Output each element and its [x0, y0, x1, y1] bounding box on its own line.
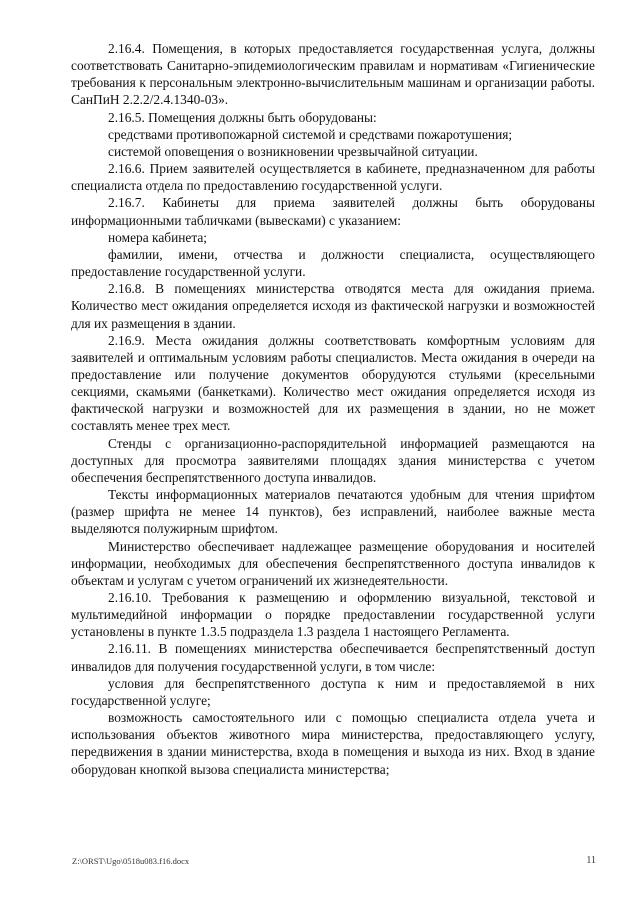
list-item-room-number: номера кабинета;	[108, 229, 208, 245]
list-item-fire-safety: средствами противопожарной системой и средствами пожаротушения;	[108, 126, 513, 142]
paragraph-2-16-8: 2.16.8. В помещениях министерства отводятся места для ожидания приема. Количество мест ожидания определяется исходя из фактической нагрузки и возможностей для их размещения в здании.	[71, 281, 595, 331]
footer-file-path: Z:\ORST\Ugo\0518u083.f16.docx	[72, 856, 190, 866]
list-item-emergency-alert: системой оповещения о возникновении чрезвычайной ситуации.	[108, 143, 478, 159]
paragraph-2-16-10: 2.16.10. Требования к размещению и оформлению визуальной, текстовой и мультимедийной информации о порядке предоставлении государственной услуги установлены в пункте 1.3.5 подраздела 1.3 раздела 1 настоящего Регламента.	[71, 590, 595, 640]
paragraph-2-16-6: 2.16.6. Прием заявителей осуществляется в кабинете, предназначенном для работы специалиста отдела по предоставлению государственной услуги.	[71, 161, 595, 194]
page-number: 11	[586, 855, 596, 866]
paragraph-info-texts: Тексты информационных материалов печатаются удобным для чтения шрифтом (размер шрифта не менее 14 пунктов), без исправлений, наиболее важные места выделяются полужирным шрифтом.	[71, 487, 595, 537]
paragraph-2-16-5: 2.16.5. Помещения должны быть оборудованы:	[108, 109, 377, 125]
list-item-movement-assistance: возможность самостоятельного или с помощью специалиста отдела учета и использования объектов животного мира министерства, предоставляющего услугу, передвижения в здании министерства, входа в помещения и выхода из них. Вход в здание оборудован кнопкой вызова специалиста министерства;	[71, 710, 595, 777]
paragraph-info-stands: Стенды с организационно-распорядительной информацией размещаются на доступных для просмотра заявителями площадях здания министерства с учетом обеспечения беспрепятственного доступа инвалидов.	[71, 435, 595, 485]
paragraph-2-16-4: 2.16.4. Помещения, в которых предоставляется государственная услуга, должны соответствовать Санитарно-эпидемиологическим правилам и нормативам «Гигиенические требования к персональным электронно-вычислительным машинам и организации работы. СанПиН 2.2.2/2.4.1340-03».	[71, 41, 595, 108]
paragraph-2-16-7: 2.16.7. Кабинеты для приема заявителей должны быть оборудованы информационными табличками (вывесками) с указанием:	[71, 195, 595, 228]
paragraph-2-16-9: 2.16.9. Места ожидания должны соответствовать комфортным условиям для заявителей и оптимальным условиям работы специалистов. Места ожидания в очереди на предоставление или получение документов оборудуются стульями (кресельными секциями, скамьями (банкетками). Количество мест ожидания определяется исходя из фактической нагрузки и возможностей для их размещения в здании, но не может составлять менее трех мест.	[71, 332, 595, 434]
list-item-access-conditions: условия для беспрепятственного доступа к ним и предоставляемой в них государственной услуге;	[71, 675, 595, 708]
list-item-specialist-name: фамилии, имени, отчества и должности специалиста, осуществляющего предоставление государственной услуги.	[71, 246, 595, 280]
paragraph-ministry-equipment: Министерство обеспечивает надлежащее размещение оборудования и носителей информации, необходимых для обеспечения беспрепятственного доступа инвалидов к объектам и услугам с учетом ограничений их жизнедеятельности.	[71, 538, 595, 588]
document-body	[71, 40, 595, 778]
paragraph-2-16-11: 2.16.11. В помещениях министерства обеспечивается беспрепятственный доступ инвалидов для получения государственной услуги, в том числе:	[71, 641, 595, 674]
